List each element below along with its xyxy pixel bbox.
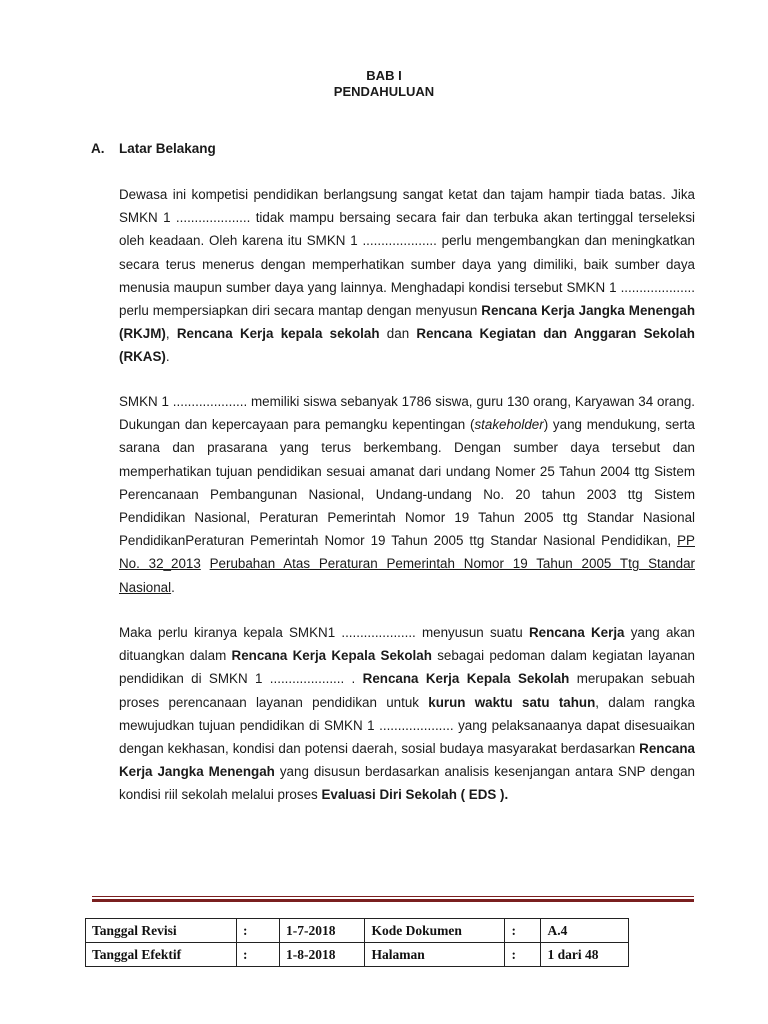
page-value: 1 dari 48 [541,943,629,967]
text-segment-bold: Rencana Kerja Kepala Sekolah [362,671,570,687]
section-title: Latar Belakang [119,141,216,156]
colon: : [237,919,280,943]
revision-date-value: 1-7-2018 [280,919,365,943]
section-letter: A. [91,141,105,156]
effective-date-value: 1-8-2018 [280,943,365,967]
text-segment-plain: yang disusun berdasarkan analisis kesenjangan antara SNP dengan kondisi riil sekolah melalui proses [119,764,695,803]
page-label: Halaman [365,943,505,967]
footer-divider-thick [92,899,694,902]
paragraph-background-1 [119,183,695,369]
text-segment-plain: Maka perlu kiranya kepala SMKN1 .................... menyusun suatu [119,625,529,640]
text-segment-plain: dan [379,326,417,342]
text-segment-bold: Rencana Kerja [528,625,625,640]
text-segment-plain: . [171,579,175,595]
colon: : [505,919,541,943]
text-segment-plain: merupakan sebuah proses perencanaan layanan pendidikan untuk [119,671,695,710]
text-segment-plain [201,556,210,571]
text-segment-underline: PP No. 32_2013 [119,533,695,572]
text-segment-bold: Rencana Kerja Jangka Menengah (RKJM) [119,303,696,342]
text-segment-plain: Dewasa ini kompetisi pendidikan berlangsung sangat ketat dan tajam hampir tiada batas. Jika SMKN 1 .................... tidak mampu bersaing secara fair dan terbuka akan tertinggal terseleksi oleh keadaan. Oleh karena itu SMKN 1 .................... perlu mengembangkan dan meningkatkan secara terus menerus dengan memperhatikan sumber daya yang dimiliki, baik sumber daya menusia maupun sumber daya yang lainnya. Menghadapi kondisi tersebut SMKN 1 .................... perlu mempersiapkan diri secara mantap dengan menyusun [119,187,695,319]
text-segment-bold: Rencana Kerja Jangka Menengah [119,741,695,780]
text-segment-bold: Rencana Kerja Kepala Sekolah [231,648,432,664]
text-segment-underline: Perubahan Atas Peraturan Pemerintah Nomor 19 Tahun 2005 Ttg Standar Nasional [119,556,695,595]
text-segment-plain: ) yang mendukung, serta sarana dan prasarana yang terus berkembang. Dengan sumber daya tersebut dan memperhatikan tujuan pendidikan sesuai amanat dari undang Nomer 25 Tahun 2004 ttg Sistem Perencanaan Pembangunan Nasional, Undang-undang No. 20 tahun 2003 ttg Sistem Pendidikan Nasional, Peraturan Pemerintah Nomor 19 Tahun 2005 ttg Standar Nasional PendidikanPeraturan Pemerintah Nomor 19 Tahun 2005 ttg Standar Nasional Pendidikan, [119,417,695,549]
footer-divider-thin [92,896,694,897]
text-segment-italic: stakeholder [474,417,544,433]
text-segment-bold: Evaluasi Diri Sekolah ( EDS ). [321,787,509,803]
chapter-heading [0,68,768,100]
paragraph-background-3 [119,621,695,807]
text-segment-plain: sebagai pedoman dalam kegiatan layanan pendidikan di SMKN 1 .................... . [119,648,695,687]
table-row [86,919,629,943]
text-segment-plain: SMKN 1 .................... memiliki siswa sebanyak 1786 siswa, guru 130 orang, Karyawan 34 orang. Dukungan dan kepercayaan para pemangku kepentingan ( [119,394,695,433]
text-segment-plain: , dalam rangka mewujudkan tujuan pendidikan di SMKN 1 .................... yang pelaksanaanya dapat disesuaikan dengan kekhasan, kondisi dan potensi daerah, sosial budaya masyarakat berdasarkan [119,694,695,757]
table-row [86,943,629,967]
colon: : [237,943,280,967]
text-segment-plain: . [165,349,170,365]
document-code-value: A.4 [541,919,629,943]
chapter-title: PENDAHULUAN [333,84,435,99]
colon: : [505,943,541,967]
text-segment-bold: Rencana Kerja kepala sekolah [176,326,380,342]
text-segment-bold: kurun waktu satu tahun [428,694,596,710]
document-code-label: Kode Dokumen [365,919,505,943]
text-segment-bold: Rencana Kegiatan dan Anggaran Sekolah (RKAS) [119,326,695,365]
document-control-table [85,918,629,967]
text-segment-plain: , [165,326,177,342]
paragraph-background-2 [119,390,695,599]
chapter-number: BAB I [366,68,402,83]
section-heading [91,141,216,157]
effective-date-label: Tanggal Efektif [86,943,237,967]
revision-date-label: Tanggal Revisi [86,919,237,943]
text-segment-plain: yang akan dituangkan dalam [119,625,695,664]
